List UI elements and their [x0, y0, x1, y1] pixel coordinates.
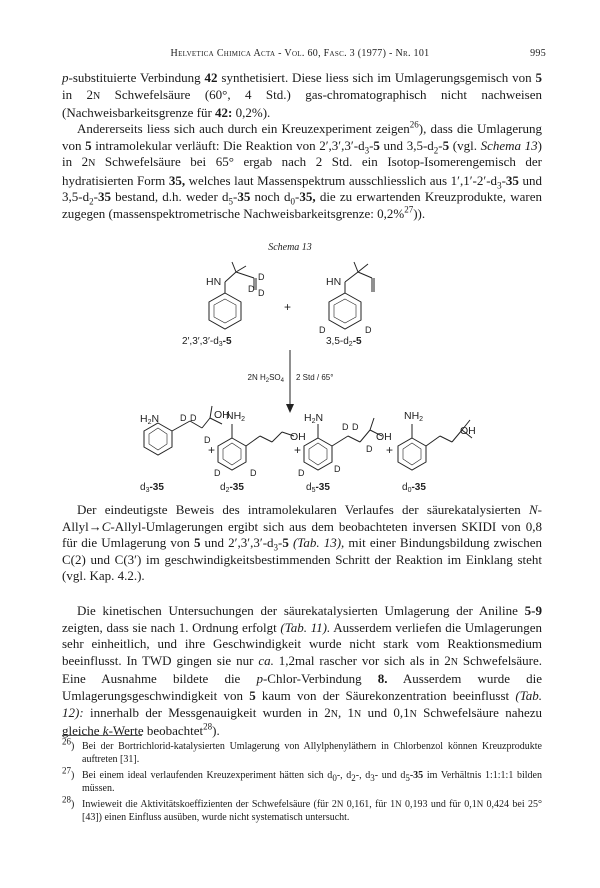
- d-label: D: [258, 288, 265, 298]
- product-label-d5: $d_5-35$: [306, 482, 330, 493]
- condition-time-temp: 2 Std / 65°: [296, 373, 334, 382]
- running-header: [62, 48, 546, 62]
- reaction-arrow-head: [286, 404, 294, 413]
- schema-title: Schema 13: [268, 242, 312, 253]
- condition-acid: 2N $H_2SO_4$: [247, 373, 284, 384]
- footnote-26: $^{26}$) Bei der Bortrichlorid-katalysierten Umlagerung von Allylphenyläthern in Chlorbenzol können Kreuzprodukte auftreten [31].: [62, 736, 542, 765]
- d-label: D: [204, 435, 211, 445]
- hn-label-left: HN: [206, 276, 222, 288]
- oh-label-4: OH: [460, 425, 476, 437]
- d-label: D: [334, 464, 341, 474]
- benzene-ring-left-inner: [214, 299, 236, 323]
- plus-sign: +: [284, 300, 292, 314]
- oh-label-1: OH: [214, 409, 230, 421]
- h2n-label-1: H2N: [140, 413, 160, 426]
- nh2-label-4: NH2: [404, 410, 424, 423]
- footnote-rule: [62, 735, 142, 736]
- oh-label-3: OH: [376, 431, 392, 443]
- nh2-label-2: NH2: [226, 410, 246, 423]
- journal-title: Helvetica Chimica Acta - Vol. 60, Fasc. 3 (1977) - Nr. 101: [170, 48, 430, 59]
- reactant-label-right: $3,5-d_2-5$: [326, 336, 362, 348]
- hn-label-right: HN: [326, 276, 342, 288]
- d-label: D: [342, 422, 349, 432]
- product-label-d0: $d_0-35$: [402, 482, 426, 493]
- d-label: D: [298, 468, 305, 478]
- d-label: D: [352, 422, 359, 432]
- plus-sign: +: [294, 443, 302, 457]
- footnote-27: $^{27}$) Bei einem ideal verlaufenden Kreuzexperiment hätten sich $d_0-$, $d_2-$, $d_3-$ und $d_5-35$ im Verhältnis 1:1:1:1 bilden müssen.: [62, 765, 542, 794]
- d-label: D: [319, 325, 326, 335]
- footnotes: [62, 736, 542, 827]
- plus-sign: +: [386, 443, 394, 457]
- footnote-28: $^{28}$) Inwieweit die Aktivitätskoeffizienten der Schwefelsäure (für 2N 0,161, für 1N 0,193 und für 0,1N 0,424 bei 25° [43]) einen Einfluss ausüben, wurde nicht systematisch untersucht.: [62, 794, 542, 823]
- oh-label-2: OH: [290, 431, 306, 443]
- benzene-ring-right-inner: [334, 299, 356, 323]
- paragraph-3: Der eindeutigste Beweis des intramolekularen Verlaufes der säurekatalysierten N-Allyl→C-Allyl-Umlagerungen ergibt sich aus dem beobachteten inversen SKIDI von 0,8 für die Umlagerung von 5 und $2',3',3'-d_3-5$ (Tab. 13), mit einer Bindungsbildung zwischen C(2) und C(3′) im geschwindigkeitsbestimmenden Schritt der Reaktion im Einklang steht (vgl. Kap. 4.2.).: [62, 502, 542, 584]
- plus-sign: +: [208, 443, 216, 457]
- product-label-d3: $d_3-35$: [140, 482, 164, 493]
- page-number: 995: [530, 48, 546, 59]
- d-label: D: [366, 444, 373, 454]
- d-label: D: [250, 468, 257, 478]
- d-label: D: [214, 468, 221, 478]
- d-label: D: [258, 272, 265, 282]
- h2n-label-3: H2N: [304, 412, 324, 425]
- product-label-d2: $d_2-35$: [220, 482, 244, 493]
- d-label: D: [190, 413, 197, 423]
- paragraph-4: Die kinetischen Untersuchungen der säurekatalysierten Umlagerung der Aniline 5-9 zeigten, dass sie nach 1. Ordnung erfolgt (Tab. 11). Ausserdem verliefen die Umlagerungen sehr einheitlich, und ihre Geschwindigkeit wurde nicht stark vom Reaktionsmedium beeinflusst. In TWD gingen sie nur ca. 1,2mal rascher vor sich als in 2N Schwefelsäure. Eine Ausnahme bildete die p-Chlor-Verbindung 8. Ausserdem wurde die Umlagerungsgeschwindigkeit von 5 kaum von der Säurekonzentration beeinflusst (Tab. 12): innerhalb der Messgenauigkeit wurden in 2N, 1N und 0,1N Schwefelsäure nahezu gleiche k-Werte beobachtet$^{28}$).: [62, 603, 543, 739]
- d-label: D: [248, 284, 255, 294]
- reaction-scheme-13: [120, 238, 480, 493]
- paragraph-2: Andererseits liess sich auch durch ein Kreuzexperiment zeigen$^{26}$), dass die Umlagerung von 5 intramolekular verläuft: Die Reaktion von $2',3',3'-d_3-5$ und $3,5-d_2-5$ (vgl. Schema 13) in 2N Schwefelsäure bei 65° ergab nach 2 Std. ein Isotop-Isomerengemisch der hydratisierten Form 35, welches laut Massenspektrum ausschliesslich aus $1',1'-2'-d_3-35$ und $3,5-d_2-35$ bestand, d.h. weder $d_5-35$ noch $d_0-35$, die zu erwartenden Kreuzprodukte, waren zugegen (massenspektrometrische Nachweisbarkeitsgrenze: 0,2%$^{27}$)).: [62, 119, 542, 221]
- reactant-label-left: $2',3',3'-d_3-5$: [182, 336, 232, 348]
- d-label: D: [180, 413, 187, 423]
- paragraph-1: p-substituierte Verbindung 42 synthetisiert. Diese liess sich im Umlagerungsgemisch von 5 in 2N Schwefelsäure (60°, 4 Std.) gas-chromatographisch nicht nachweisen (Nachweisbarkeitsgrenze für 42: 0,2%).: [62, 70, 542, 121]
- d-label: D: [365, 325, 372, 335]
